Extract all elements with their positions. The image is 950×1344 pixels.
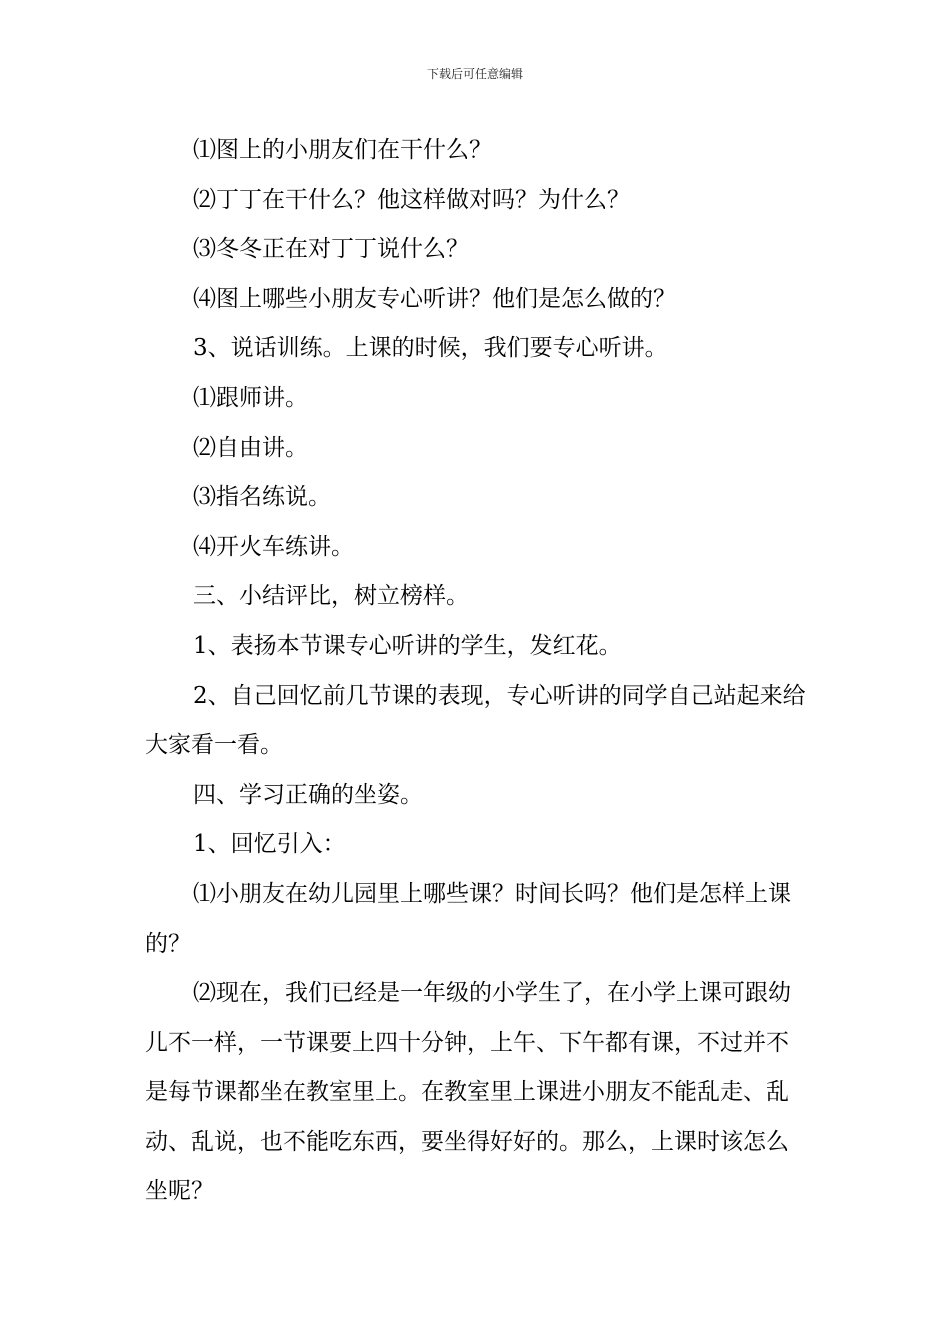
paragraph: ⑷图上哪些小朋友专心听讲？他们是怎么做的？ bbox=[193, 285, 676, 312]
paragraph: 2、自己回忆前几节课的表现，专心听讲的同学自己站起来给大家看一看。 bbox=[145, 682, 806, 759]
paragraph: ⑶冬冬正在对丁丁说什么？ bbox=[193, 236, 469, 263]
page-header-note: 下载后可任意编辑 bbox=[426, 67, 523, 81]
paragraph: ⑴图上的小朋友们在干什么？ bbox=[193, 137, 492, 163]
paragraph: ⑵自由讲。 bbox=[193, 434, 308, 461]
paragraph: ⑴跟师讲。 bbox=[193, 384, 308, 411]
paragraph: ⑶指名练说。 bbox=[193, 484, 331, 511]
document-body bbox=[145, 126, 807, 1217]
paragraph: ⑷开火车练讲。 bbox=[193, 533, 354, 560]
paragraph: ⑵现在，我们已经是一年级的小学生了，在小学上课可跟幼儿不一样，一节课要上四十分钟，上午、下午都有课，不过并不是每节课都坐在教室里上。在教室里上课进小朋友不能乱走、乱动、乱说，也不能吃东西，要坐得好好的。那么，上课时该怎么坐呢？ bbox=[145, 980, 791, 1205]
paragraph: ⑵丁丁在干什么？他这样做对吗？为什么？ bbox=[193, 186, 630, 213]
paragraph: 3、说话训练。上课的时候，我们要专心听讲。 bbox=[193, 335, 668, 362]
section-heading: 三、小结评比，树立榜样。 bbox=[193, 583, 469, 610]
paragraph: 1、回忆引入： bbox=[193, 831, 346, 858]
section-heading: 四、学习正确的坐姿。 bbox=[193, 781, 423, 808]
paragraph: 1、表扬本节课专心听讲的学生，发红花。 bbox=[193, 632, 622, 659]
paragraph: ⑴小朋友在幼儿园里上哪些课？时间长吗？他们是怎样上课的？ bbox=[145, 880, 791, 957]
